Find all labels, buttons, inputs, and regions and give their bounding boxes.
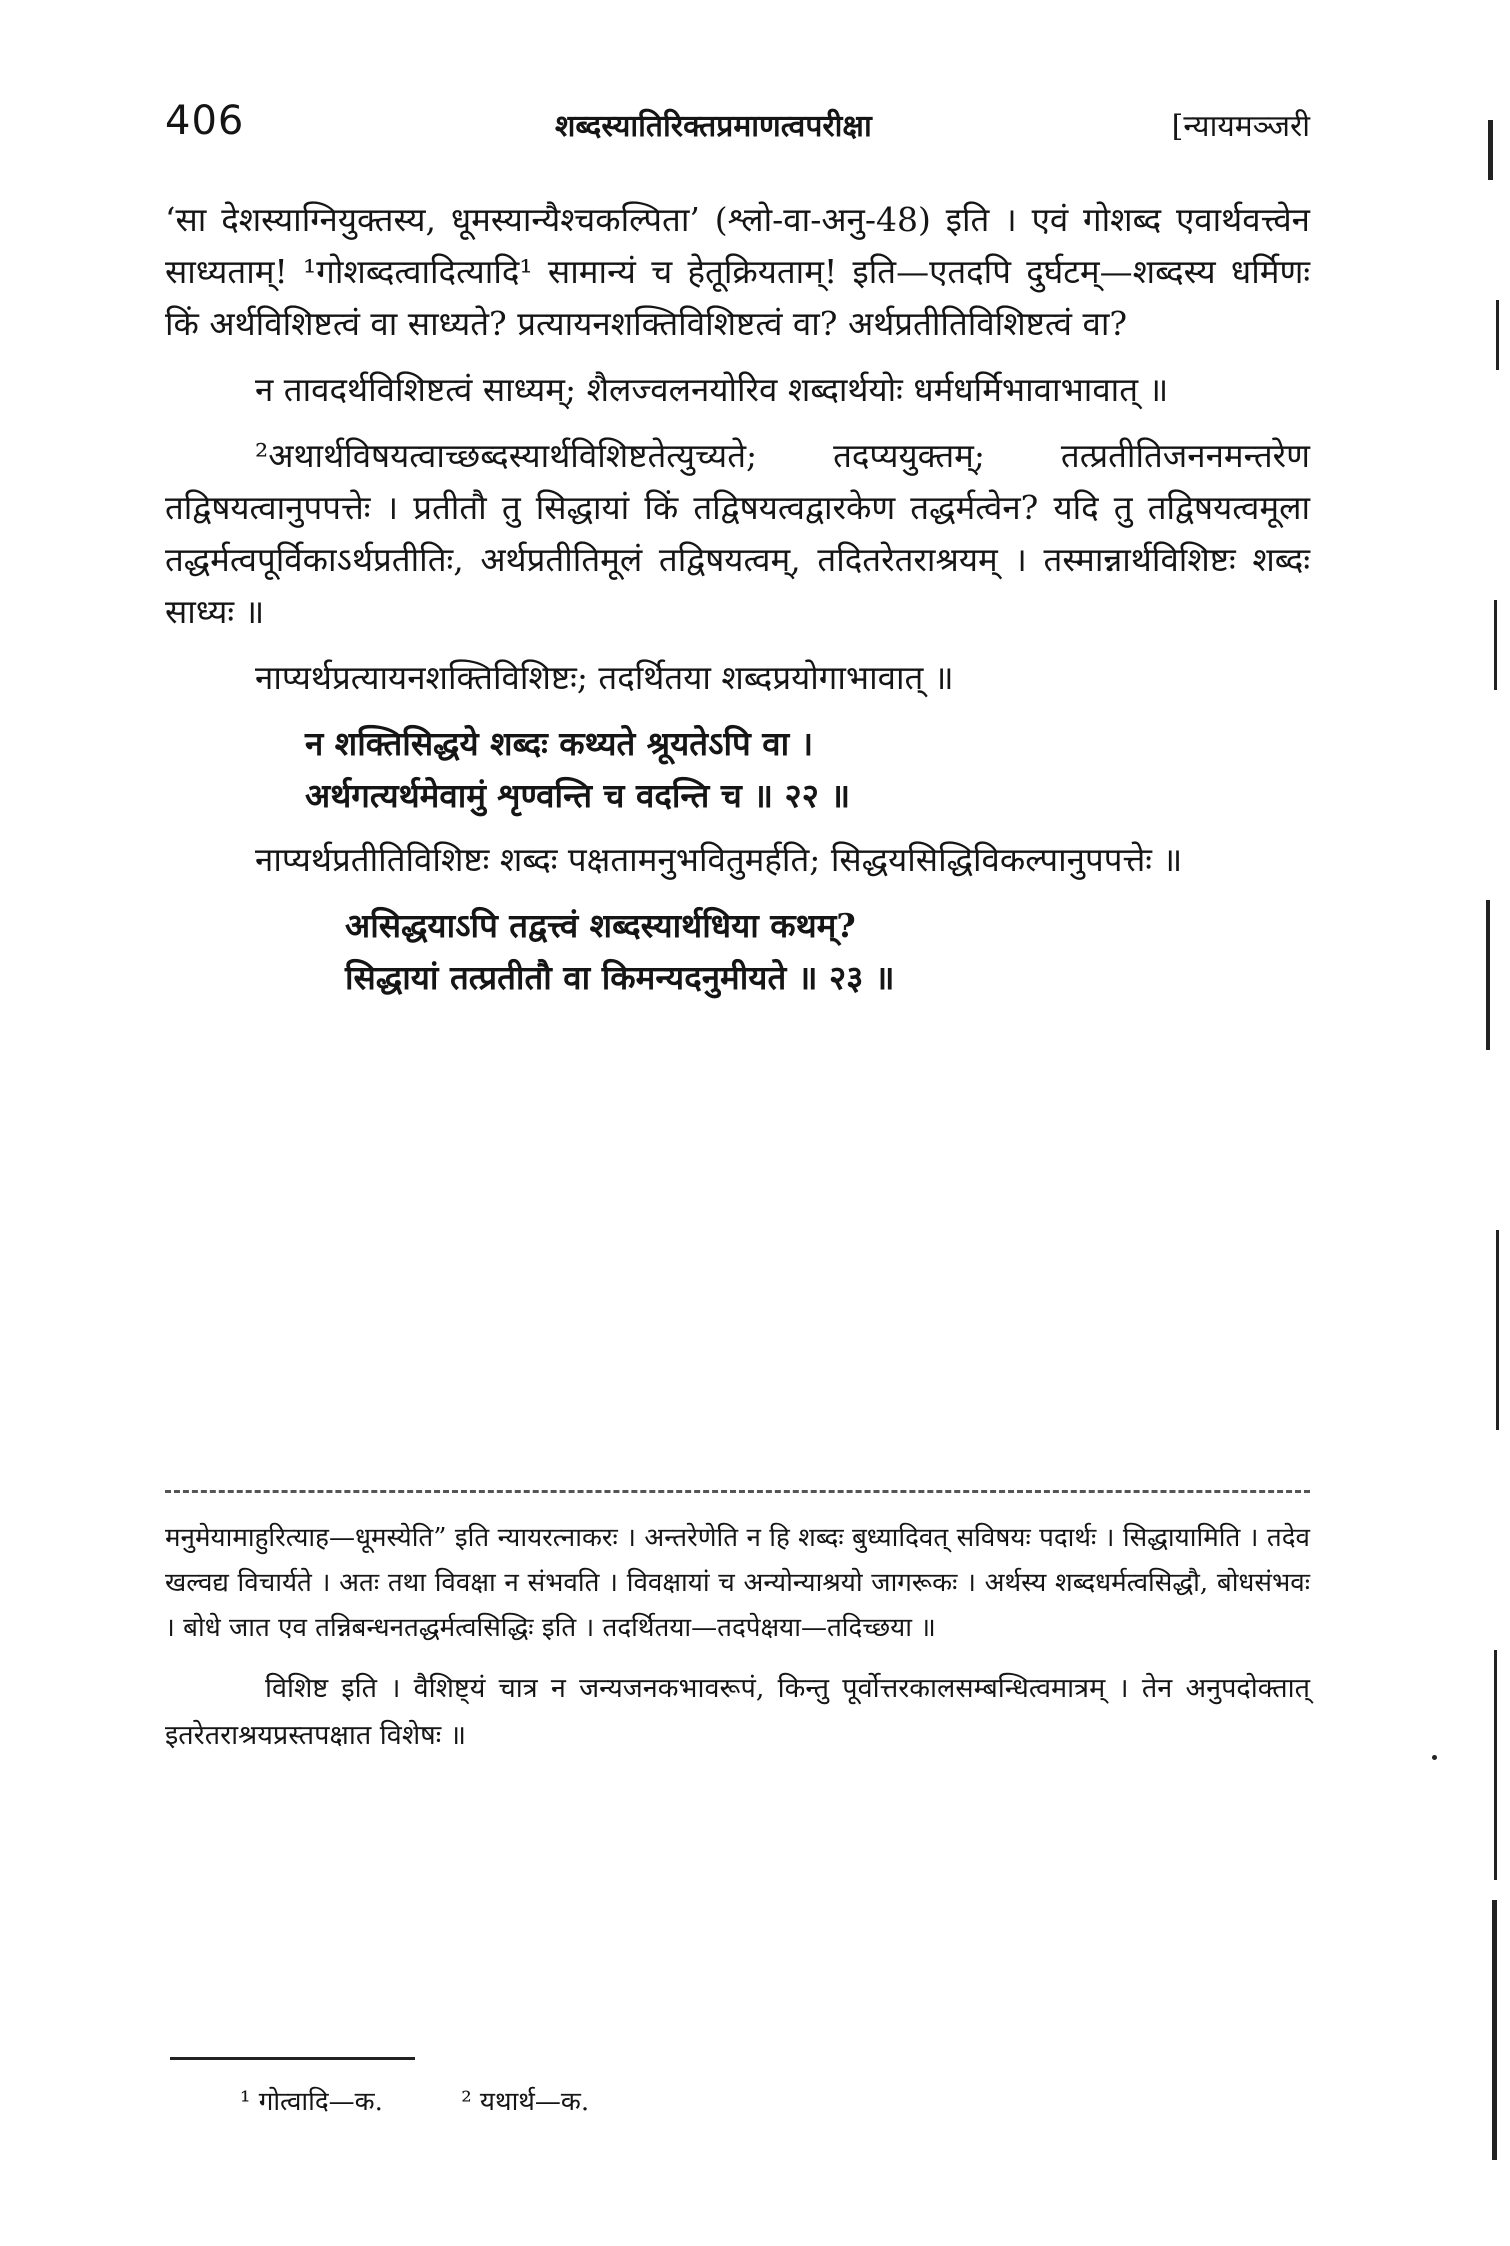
scan-edge-mark [1486,900,1490,1050]
verse-22 [305,718,1310,822]
commentary-paragraph-2: विशिष्ट इति । वैशिष्ट्यं चात्र न जन्यजनकभावरूपं, किन्तु पूर्वोत्तरकालसम्बन्धित्वमात्रम् । तेन अनुपदोक्तात् इतरेतराश्रयप्रस्तपक्षात विशेषः ॥ [165,1673,1310,1751]
verse-22-line-2: अर्थगत्यर्थमेवामुं शृण्वन्ति च वदन्ति च ॥ २२ ॥ [305,776,851,815]
scan-edge-mark [1494,1650,1497,1880]
running-title: शब्दस्यातिरिक्तप्रमाणत्वपरीक्षा [555,109,872,144]
scan-edge-mark [1496,1230,1499,1430]
verse-23-line-1: असिद्धयाऽपि तद्वत्त्वं शब्दस्यार्थधिया कथम्? [345,906,856,945]
verse-23-line-2: सिद्धायां तत्प्रतीतौ वा किमन्यदनुमीयते ॥ २३ ॥ [345,958,895,997]
commentary [165,1516,1310,1759]
page [165,0,1310,2246]
scan-edge-mark [1494,600,1497,690]
page-number: 406 [165,98,245,144]
commentary-paragraph-1: मनुमेयामाहुरित्याह—धूमस्येति” इति न्यायरत्नाकरः । अन्तरेणेति न हि शब्दः बुध्यादिवत् सविषयः पदार्थः । सिद्धायामिति । तदेव खल्वद्य विचार्यते । अतः तथा विवक्षा न संभवति । विवक्षायां च अन्योन्याश्रयो जागरूकः । अर्थस्य शब्दधर्मत्वसिद्धौ, बोधसंभवः । बोधे जात एव तन्निबन्धनतद्धर्मत्वसिद्धिः इति । तदर्थितया—तदपेक्षया—तदिच्छया ॥ [165,1523,1310,1643]
footnote-2: ² यथार्थ—क. [461,2087,590,2117]
main-paragraph-3: ²अथार्थविषयत्वाच्छब्दस्यार्थविशिष्टतेत्युच्यते; तदप्ययुक्तम्; तत्प्रतीतिजननमन्तरेण तद्विषयत्वानुपपत्तेः । प्रतीतौ तु सिद्धायां किं तद्विषयत्वद्वारकेण तद्धर्मत्वेन? यदि तु तद्विषयत्वमूला तद्धर्मत्वपूर्विकाऽर्थप्रतीतिः, अर्थप्रतीतिमूलं तद्विषयत्वम्, तदितरेतराश्रयम् । तस्मान्नार्थविशिष्टः शब्दः साध्यः ॥ [165,436,1310,631]
main-paragraph-1: ‘सा देशस्याग्नियुक्तस्य, धूमस्यान्यैश्चकल्पिता’ (श्लो-वा-अनु-48) इति । एवं गोशब्द एवार्थवत्त्वेन साध्यताम्! ¹गोशब्दत्वादित्यादि¹ सामान्यं च हेतूक्रियताम्! इति—एतदपि दुर्घटम्—शब्दस्य धर्मिणः किं अर्थविशिष्टत्वं वा साध्यते? प्रत्यायनशक्तिविशिष्टत्वं वा? अर्थप्रतीतिविशिष्टत्वं वा? [165,200,1310,343]
main-paragraph-5: नाप्यर्थप्रतीतिविशिष्टः शब्दः पक्षतामनुभवितुमर्हति; सिद्धयसिद्धिविकल्पानुपपत्तेः ॥ [255,840,1183,879]
scan-edge-mark [1492,1900,1497,2160]
footnote-1: ¹ गोत्वादि—क. [240,2087,383,2117]
scan-edge-mark [1496,300,1499,370]
footnotes [240,2082,659,2118]
footnote-rule [170,2057,415,2060]
main-text [165,194,1310,1016]
section-title: [न्यायमञ्जरी [1171,109,1310,144]
main-paragraph-4: नाप्यर्थप्रत्यायनशक्तिविशिष्टः; तदर्थितया शब्दप्रयोगाभावात् ॥ [255,658,954,697]
commentary-separator [165,1490,1310,1493]
page-header [165,98,1310,158]
scan-edge-mark [1488,120,1493,180]
scan-edge-mark [1432,1755,1437,1760]
verse-23 [345,900,1310,1004]
verse-22-line-1: न शक्तिसिद्धये शब्दः कथ्यते श्रूयतेऽपि वा । [305,724,814,763]
main-paragraph-2: न तावदर्थविशिष्टत्वं साध्यम्; शैलज्वलनयोरिव शब्दार्थयोः धर्मधर्मिभावाभावात् ॥ [255,370,1169,409]
